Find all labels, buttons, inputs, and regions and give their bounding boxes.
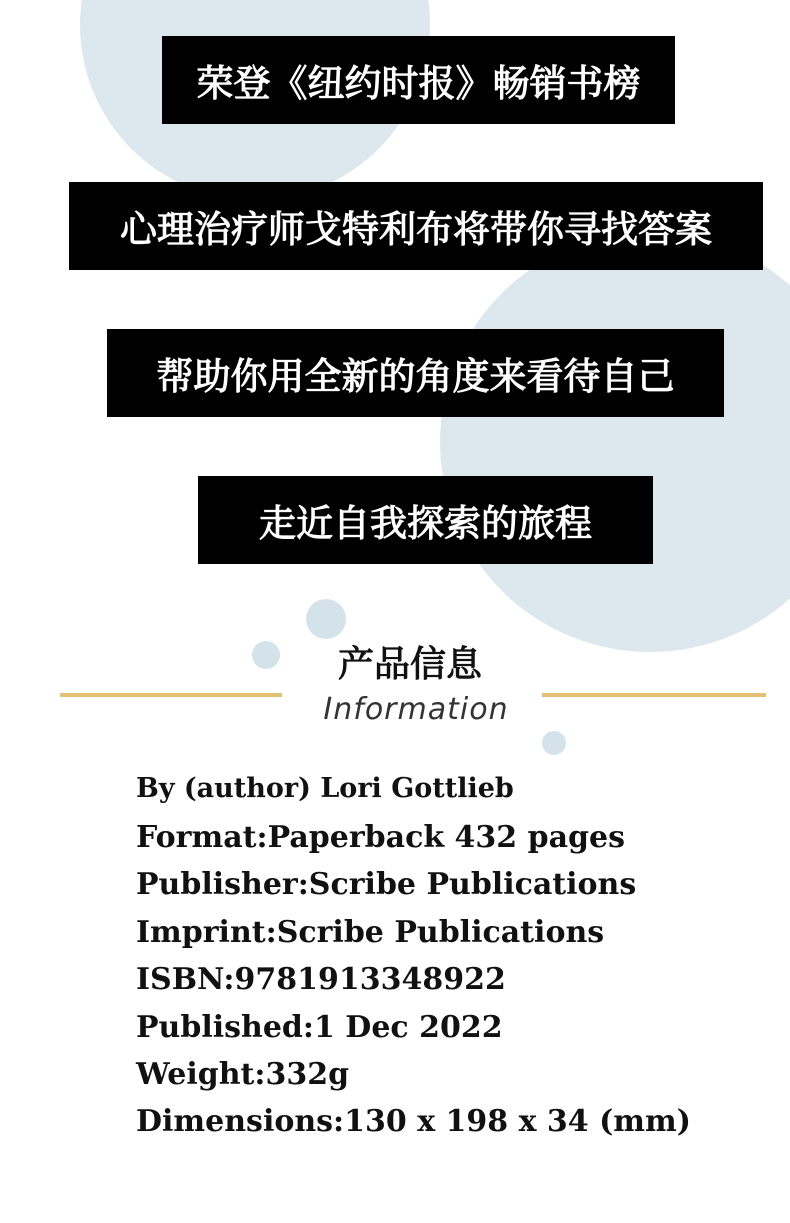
isbn-line: ISBN:9781913348922 bbox=[136, 962, 506, 998]
section-title: 产品信息 bbox=[337, 643, 482, 685]
banner-new-perspective: 帮助你用全新的角度来看待自己 bbox=[107, 329, 724, 417]
banner-bestseller: 荣登《纽约时报》畅销书榜 bbox=[162, 36, 675, 124]
weight-line: Weight:332g bbox=[136, 1057, 350, 1093]
imprint-line: Imprint:Scribe Publications bbox=[136, 914, 605, 950]
section-subtitle: Information bbox=[323, 692, 509, 727]
dimensions-line: Dimensions:130 x 198 x 34 (mm) bbox=[136, 1104, 691, 1140]
product-details bbox=[136, 766, 776, 1146]
published-line: Published:1 Dec 2022 bbox=[136, 1009, 503, 1045]
decor-dot bbox=[542, 731, 566, 755]
decor-dot bbox=[252, 641, 280, 669]
background-circle-right bbox=[440, 232, 790, 652]
banner-self-discovery: 走近自我探索的旅程 bbox=[198, 476, 653, 564]
divider-right bbox=[542, 693, 766, 697]
decor-dot bbox=[306, 599, 346, 639]
publisher-line: Publisher:Scribe Publications bbox=[136, 867, 637, 903]
format-line: Format:Paperback 432 pages bbox=[136, 820, 625, 855]
banner-therapist: 心理治疗师戈特利布将带你寻找答案 bbox=[69, 182, 763, 270]
author-line: By (author) Lori Gottlieb bbox=[136, 773, 514, 804]
divider-left bbox=[60, 693, 282, 697]
